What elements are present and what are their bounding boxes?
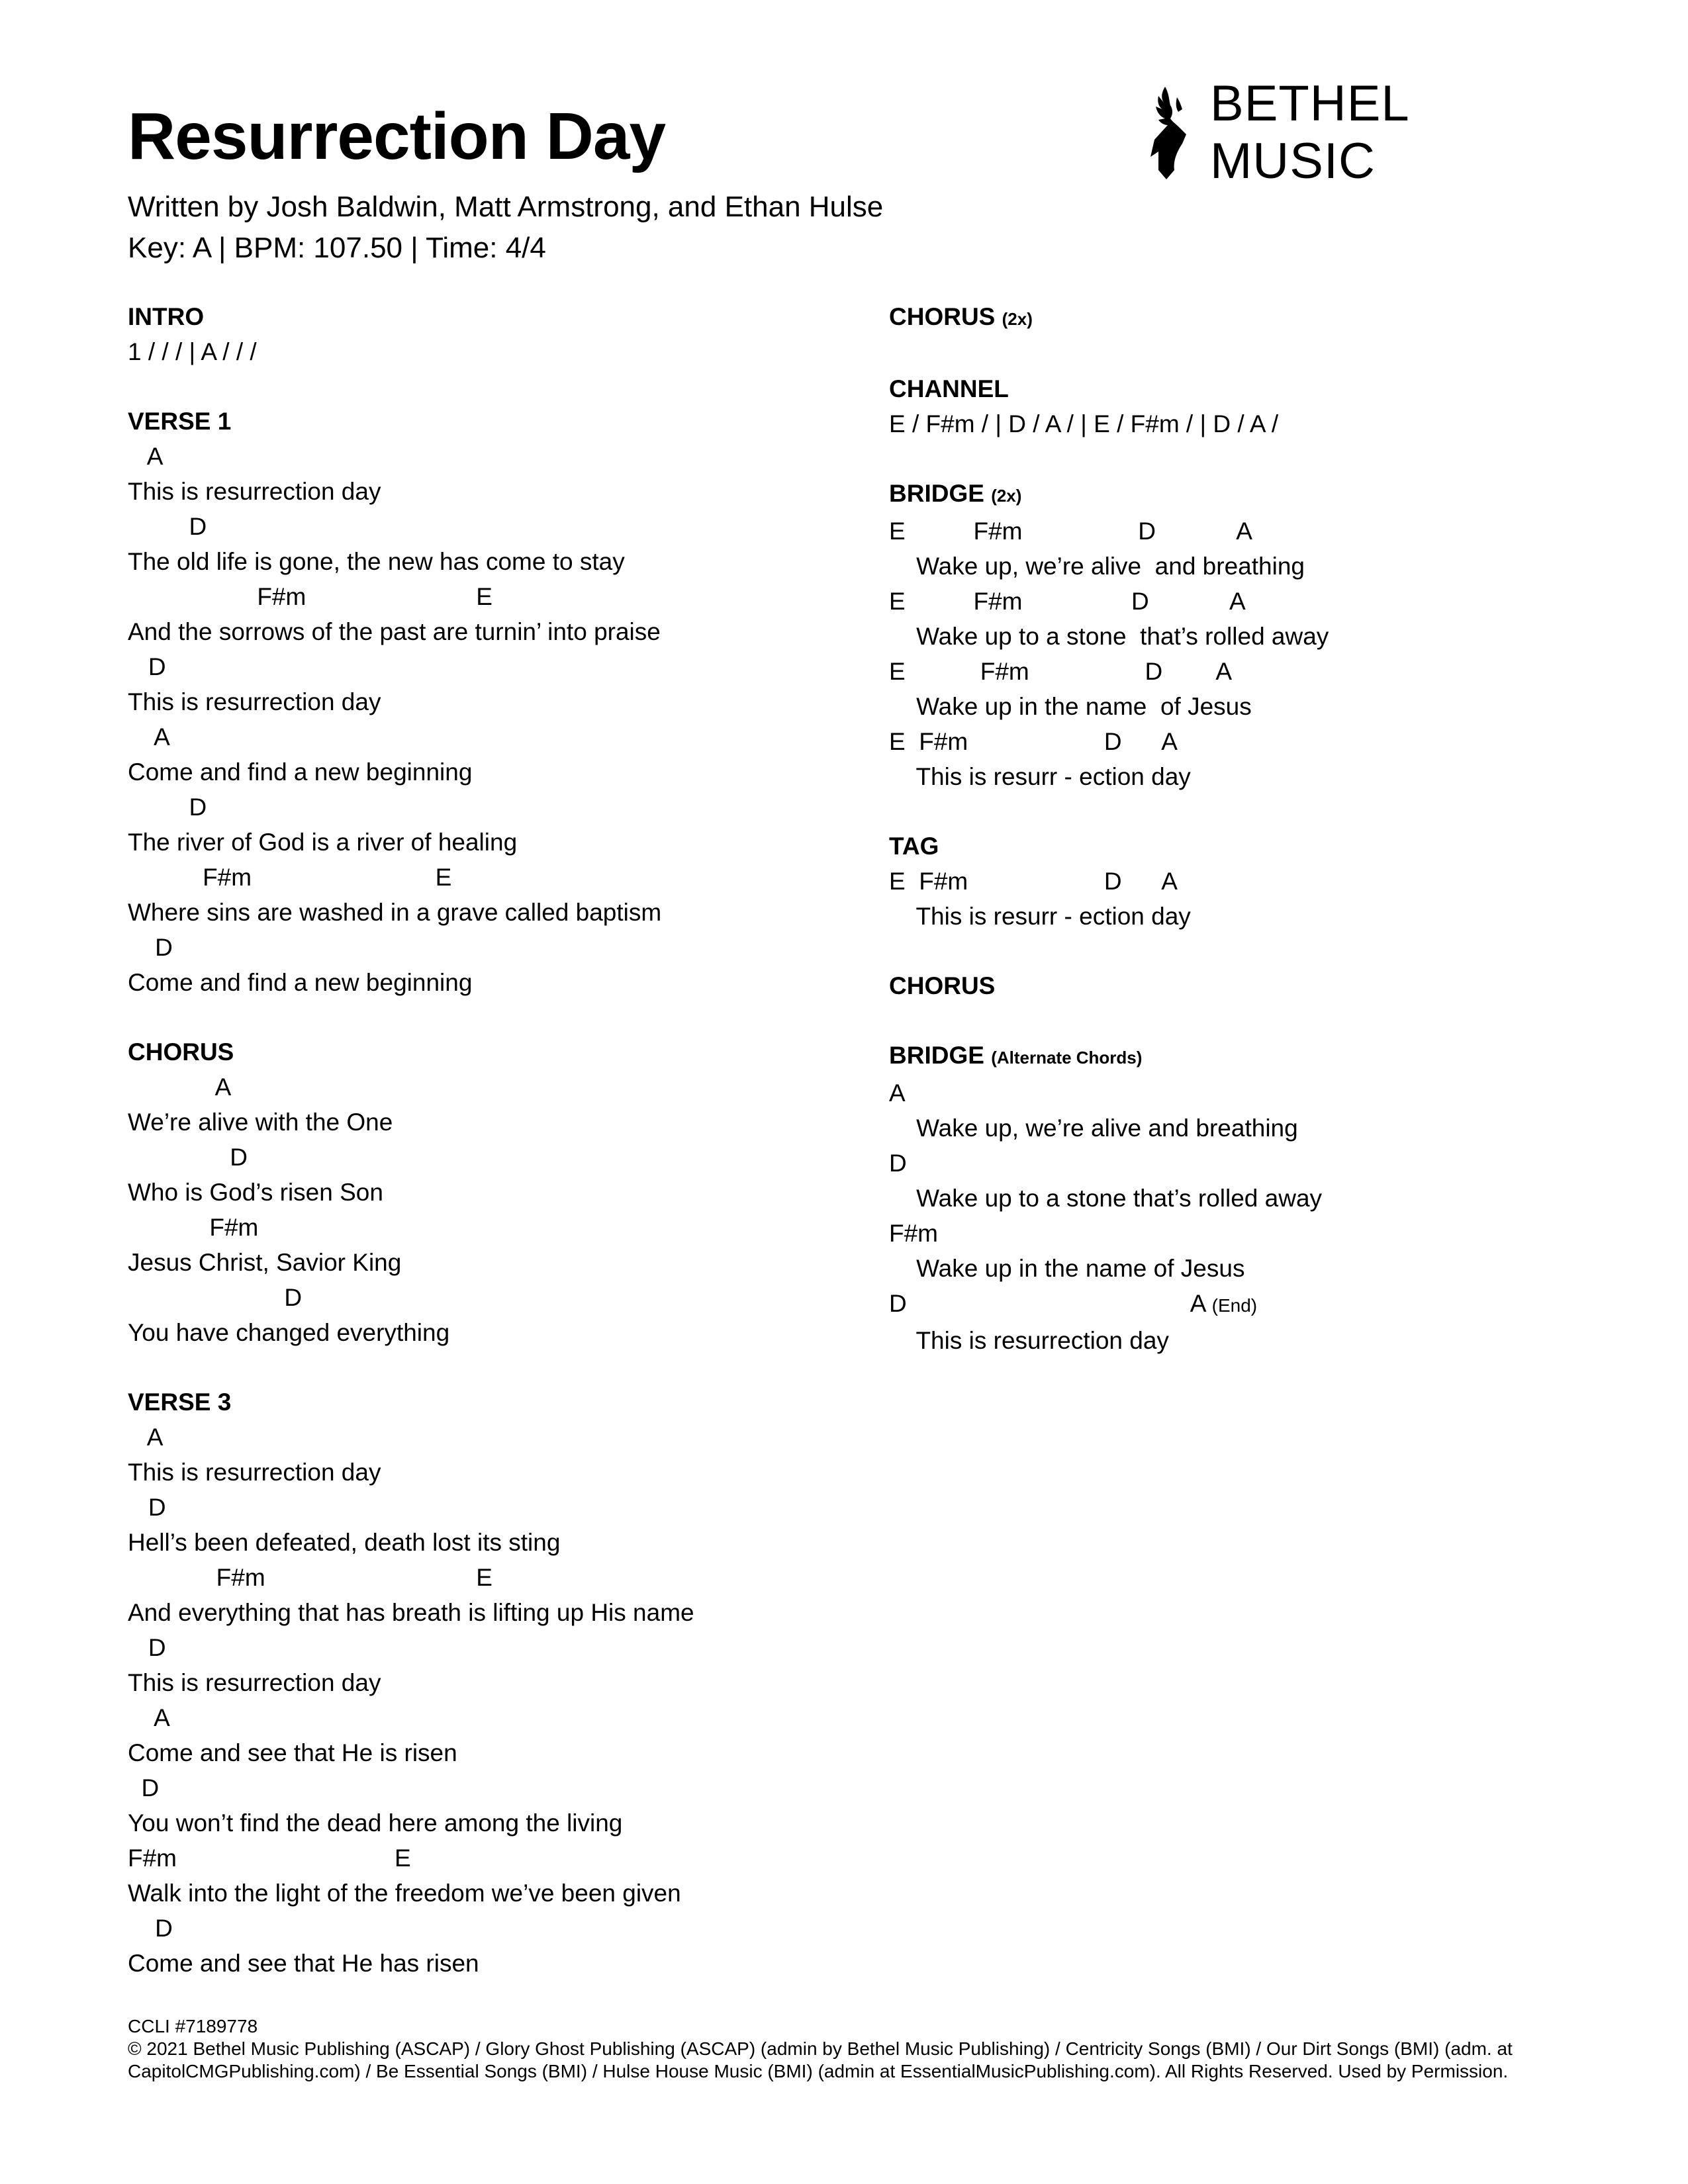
chord-line: D (128, 653, 166, 680)
lyric-line: Come and find a new beginning (128, 758, 473, 786)
repeat-note: (2x) (1002, 309, 1033, 329)
lyric-line: Hell’s been defeated, death lost its sting (128, 1529, 561, 1556)
lyric-line: This is resurr - ection day (889, 903, 1191, 930)
chord-line: F#m (128, 1214, 259, 1241)
verse-1-lines (128, 439, 694, 1000)
song-meta: Key: A | BPM: 107.50 | Time: 4/4 (128, 232, 546, 264)
chord-line: D (128, 1494, 166, 1521)
section-bridge-alternate (889, 1038, 1329, 1358)
lyric-line: This is resurrection day (889, 1327, 1169, 1354)
section-heading: BRIDGE (889, 480, 984, 507)
section-heading-row (889, 299, 1329, 337)
chord-line: F#m E (128, 583, 492, 610)
lyric-line: Wake up to a stone that’s rolled away (889, 1185, 1323, 1212)
section-heading: VERSE 1 (128, 408, 232, 435)
song-title: Resurrection Day (128, 99, 666, 173)
chord-line: A (889, 1079, 906, 1107)
chord-line: A (128, 1704, 170, 1731)
lyric-line: The old life is gone, the new has come to stay (128, 548, 625, 575)
alternate-note: (Alternate Chords) (991, 1048, 1143, 1068)
section-heading-row (889, 476, 1329, 514)
chord-line: D (128, 1144, 248, 1171)
section-chorus (128, 1034, 694, 1350)
chord-line: E F#m D A (889, 658, 1233, 685)
chord-line: D (889, 1150, 907, 1177)
bethel-music-logo (1139, 75, 1549, 189)
chord-line: D (128, 1634, 166, 1661)
chord-line: D (128, 1915, 173, 1942)
chord-line: A (128, 1424, 164, 1451)
lyric-line: Come and see that He is risen (128, 1739, 457, 1766)
section-chorus-repeat (889, 299, 1329, 337)
section-intro (128, 299, 694, 369)
section-heading: CHORUS (889, 303, 996, 330)
repeat-note: (2x) (991, 486, 1022, 506)
copyright-footer (128, 2015, 1571, 2083)
section-heading: CHORUS (889, 972, 996, 999)
chord-line: E F#m D A (889, 518, 1252, 545)
final-chord-row (889, 1286, 1329, 1323)
chord-line: E F#m D A (889, 588, 1246, 615)
section-chorus-final (889, 968, 1329, 1003)
lyric-line: This is resurrection day (128, 688, 381, 715)
lyric-line: Wake up, we’re alive and breathing (889, 1115, 1298, 1142)
lyric-line: And everything that has breath is lifting up His name (128, 1599, 694, 1626)
lyric-line: Come and see that He has risen (128, 1950, 479, 1977)
lyric-line: Jesus Christ, Savior King (128, 1249, 402, 1276)
logo-wordmark: BETHEL MUSIC (1210, 75, 1408, 189)
chord-line: F#m E (128, 1564, 492, 1591)
section-verse-1 (128, 404, 694, 1000)
bridge-lines (889, 514, 1329, 794)
tag-lines (889, 864, 1329, 934)
lyric-line: We’re alive with the One (128, 1109, 393, 1136)
lyric-line: This is resurrection day (128, 1669, 381, 1696)
lyric-line: You have changed everything (128, 1319, 450, 1346)
section-heading: VERSE 3 (128, 1388, 232, 1416)
chord-line: D (128, 934, 173, 961)
ccli-number: CCLI #7189778 (128, 2016, 258, 2036)
section-heading: INTRO (128, 303, 205, 330)
lyric-line: Wake up to a stone that’s rolled away (889, 623, 1329, 650)
lyric-line: This is resurr - ection day (889, 763, 1191, 790)
lyric-line: Wake up in the name of Jesus (889, 1255, 1245, 1282)
lyric-line: Come and find a new beginning (128, 969, 473, 996)
section-channel (889, 371, 1329, 441)
lyric-line: You won’t find the dead here among the living (128, 1809, 623, 1837)
lyric-line: The river of God is a river of healing (128, 829, 518, 856)
chord-line: A (128, 443, 164, 470)
section-heading: CHANNEL (889, 375, 1009, 402)
chord-line: F#m (889, 1220, 938, 1247)
copyright-text: © 2021 Bethel Music Publishing (ASCAP) / Glory Ghost Publishing (ASCAP) (admin by Bethel Music Publishing) / Centricity Songs (BMI) / Our Dirt Songs (BMI) (adm. at CapitolCMGPublishing.com) / Be Essential Songs (BMI) / Hulse House Music (BMI) (admin at EssentialMusicPublishing.com). All Rights Reserved. Used by Permission. (128, 2038, 1513, 2081)
end-note: (End) (1211, 1295, 1258, 1316)
verse-3-lines (128, 1420, 694, 1981)
chord-line: D (128, 1774, 160, 1801)
chord-line: D (128, 513, 207, 540)
chord-progression: 1 / / / | A / / / (128, 338, 257, 365)
bridge-alternate-lines (889, 1075, 1329, 1286)
lyric-line: And the sorrows of the past are turnin’ into praise (128, 618, 661, 645)
lyric-line: Walk into the light of the freedom we’ve been given (128, 1880, 681, 1907)
lyric-line: This is resurrection day (128, 1459, 381, 1486)
left-column (128, 299, 694, 2015)
chord-line: A (128, 723, 170, 751)
section-heading: BRIDGE (889, 1042, 984, 1069)
chord: A (1190, 1290, 1205, 1317)
section-bridge (889, 476, 1329, 794)
section-heading: TAG (889, 833, 939, 860)
lyric-line: Wake up in the name of Jesus (889, 693, 1252, 720)
lyric-line: This is resurrection day (128, 478, 381, 505)
writers-credit: Written by Josh Baldwin, Matt Armstrong, and Ethan Hulse (128, 191, 884, 223)
section-tag (889, 829, 1329, 934)
chord-line: E F#m D A (889, 868, 1178, 895)
right-column (889, 299, 1329, 1392)
lyric-line: Where sins are washed in a grave called baptism (128, 899, 662, 926)
chord-line: F#m E (128, 864, 452, 891)
chord-line: A (128, 1073, 232, 1101)
chorus-lines (128, 1069, 694, 1350)
section-verse-3 (128, 1385, 694, 1981)
lyric-line: Who is God’s risen Son (128, 1179, 383, 1206)
chord-line: D (128, 1284, 303, 1311)
chord-line: D (128, 794, 207, 821)
chord: D (889, 1290, 907, 1317)
chord-line: F#m E (128, 1844, 411, 1872)
section-heading-row (889, 1038, 1329, 1075)
lyric-line: Wake up, we’re alive and breathing (889, 553, 1305, 580)
chord-progression: E / F#m / | D / A / | E / F#m / | D / A / (889, 410, 1279, 437)
chord-line: E F#m D A (889, 728, 1178, 755)
deer-head-icon (1139, 83, 1198, 182)
section-heading: CHORUS (128, 1038, 234, 1066)
